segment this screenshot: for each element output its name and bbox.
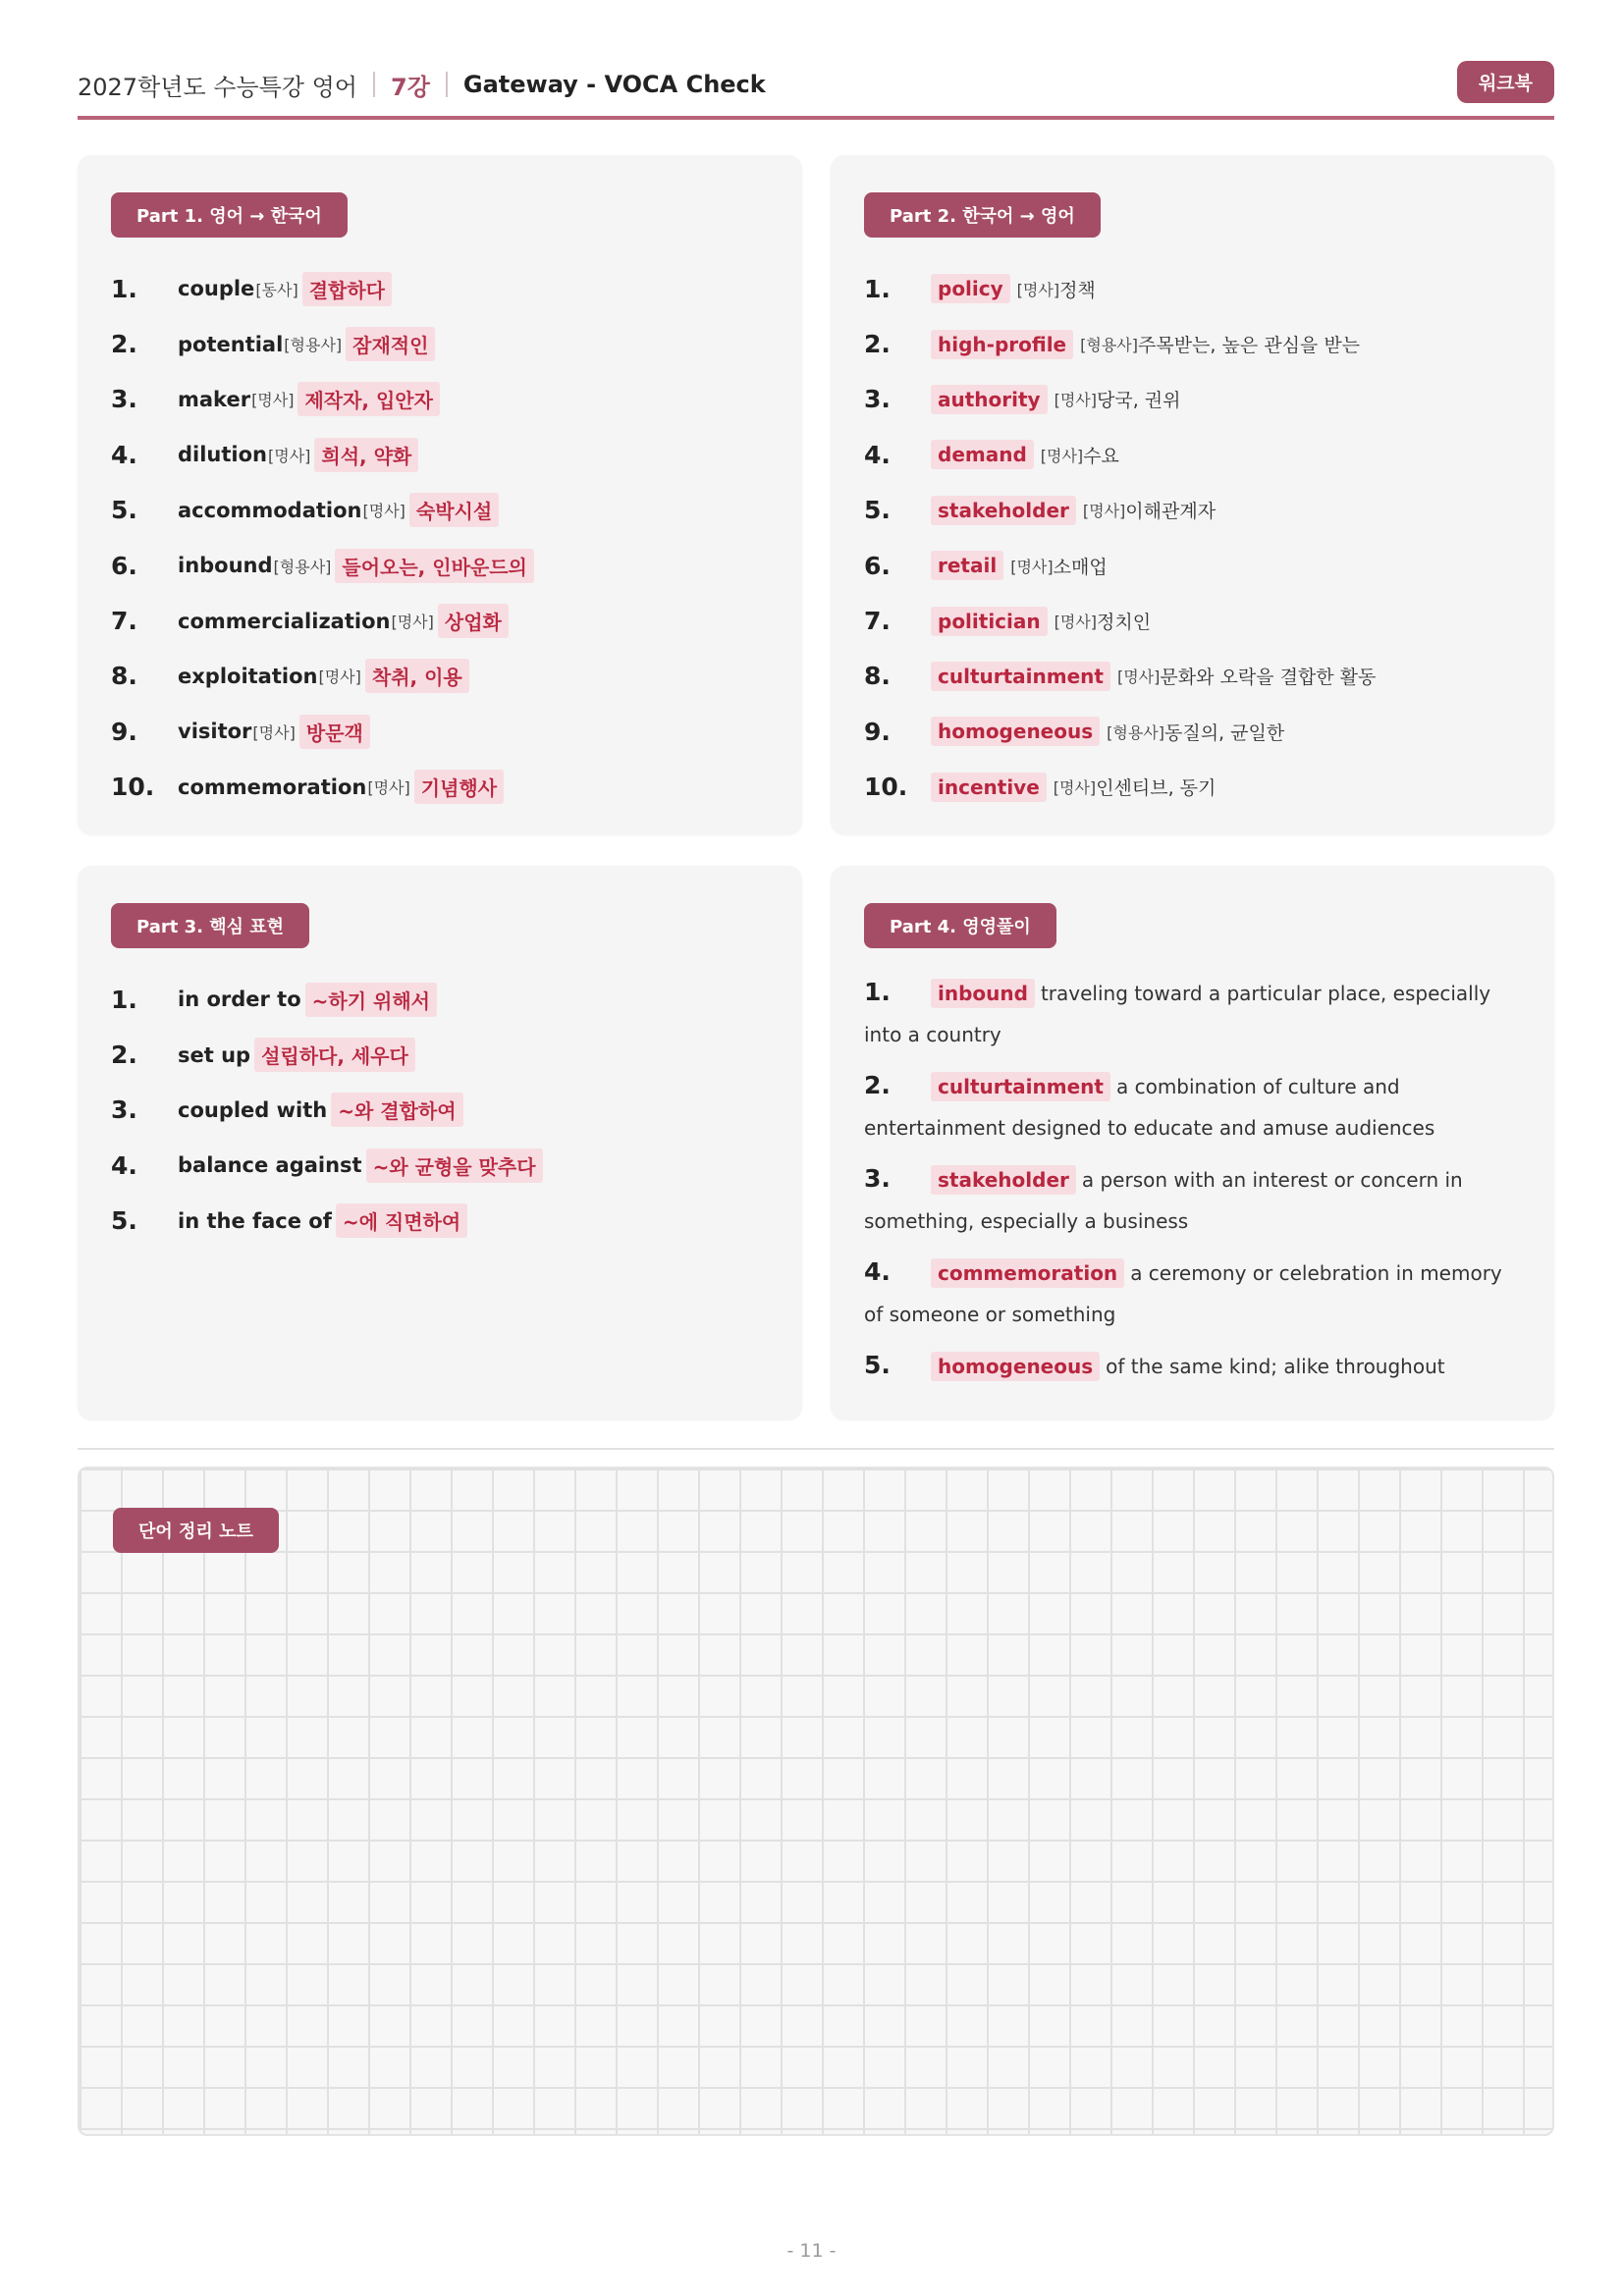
answer-word: stakeholder [931,496,1076,525]
list-item [111,1027,773,1082]
item-number: 1. [864,978,891,1006]
item-number: 4. [864,1257,891,1286]
list-item [111,483,773,538]
header-rule [78,116,1554,120]
lesson-number: 7강 [391,73,430,101]
answer-meaning: 상업화 [438,604,509,638]
korean-meaning: 소매업 [1053,556,1108,578]
answer-word: commemoration [931,1258,1124,1288]
part-of-speech: [형용사] [273,557,332,576]
key-phrase: coupled with [178,1097,328,1122]
answer-meaning: 착취, 이용 [365,659,469,693]
answer-meaning: ~와 균형을 맞추다 [366,1148,543,1183]
page-number: - 11 - [786,2240,837,2262]
list-item [111,538,773,593]
part-of-speech: [명사] [1082,502,1126,521]
item-number: 2. [864,330,891,359]
korean-meaning: 정책 [1059,279,1096,301]
key-phrase: in order to [178,988,301,1012]
item-number: 1. [111,985,137,1014]
answer-word: high-profile [931,330,1073,359]
vocab-word: commemoration [178,774,367,799]
answer-word: stakeholder [931,1165,1076,1195]
part4-list [864,972,1515,1397]
part4-panel [831,866,1554,1419]
part-of-speech: [명사] [1053,778,1097,798]
list-item [111,261,773,316]
item-number: 2. [111,1041,137,1070]
part-of-speech: [명사] [367,778,410,798]
part-of-speech: [명사] [362,502,406,521]
page-header [78,61,1554,108]
english-definition: a ceremony or celebration in memory of someone or something [864,1261,1502,1326]
answer-meaning: 결합하다 [302,272,392,306]
answer-word: culturtainment [931,662,1110,691]
item-number: 6. [111,551,137,580]
item-number: 3. [864,1164,891,1193]
item-number: 5. [111,1206,137,1236]
item-number: 3. [111,385,137,414]
list-item [864,427,1525,482]
part2-list [864,261,1525,815]
answer-meaning: ~와 결합하여 [331,1093,462,1127]
part1-list [111,261,773,815]
answer-meaning: 방문객 [299,715,370,749]
key-phrase: in the face of [178,1208,332,1233]
list-item [864,972,1515,1055]
answer-meaning: 숙박시설 [409,493,499,527]
answer-word: inbound [931,979,1035,1008]
answer-meaning: 제작자, 입안자 [298,382,439,416]
list-item [864,649,1525,704]
list-item [111,372,773,427]
vocab-word: inbound [178,554,273,578]
part-of-speech: [명사] [318,667,361,687]
answer-meaning: 잠재적인 [346,327,435,361]
answer-meaning: 희석, 약화 [314,438,418,472]
vocab-word: exploitation [178,664,318,688]
item-number: 10. [111,773,155,802]
page-title: Gateway - VOCA Check [462,71,766,98]
answer-word: culturtainment [931,1072,1110,1101]
item-number: 8. [864,662,891,691]
answer-meaning: ~에 직면하여 [336,1203,467,1238]
answer-word: homogeneous [931,1352,1100,1381]
item-number: 7. [111,607,137,636]
list-item [111,427,773,482]
header-separator [373,72,375,97]
list-item [864,538,1525,593]
list-item [864,483,1525,538]
list-item [864,1252,1515,1335]
answer-word: incentive [931,773,1047,802]
item-number: 1. [864,274,891,303]
list-item [111,1083,773,1138]
part-of-speech: [명사] [1116,667,1161,687]
item-number: 4. [111,1150,137,1180]
vocab-word: commercialization [178,609,391,633]
item-number: 5. [111,496,137,525]
korean-meaning: 문화와 오락을 결합한 활동 [1160,667,1377,689]
vocab-word: potential [178,332,284,356]
part-of-speech: [명사] [268,446,311,465]
answer-word: homogeneous [931,717,1100,746]
list-item [864,1345,1515,1387]
list-item [864,1065,1515,1148]
korean-meaning: 동질의, 균일한 [1163,721,1285,744]
english-definition: traveling toward a particular place, especially into a country [864,982,1491,1046]
part-of-speech: [형용사] [1107,722,1164,742]
english-definition: a combination of culture and entertainment designed to educate and amuse audiences [864,1075,1435,1140]
answer-word: authority [931,385,1048,414]
item-number: 4. [864,440,891,469]
vocab-word: dilution [178,443,267,467]
part-of-speech: [명사] [251,391,295,410]
item-number: 9. [111,717,137,746]
item-number: 5. [864,496,891,525]
korean-meaning: 정치인 [1097,612,1152,634]
part-of-speech: [형용사] [284,336,343,355]
list-item [864,261,1525,316]
list-item [111,972,773,1027]
item-number: 4. [111,440,137,469]
list-item [111,760,773,815]
vocab-word: couple [178,277,255,301]
english-definition: a person with an interest or concern in something, especially a business [864,1168,1463,1233]
list-item [111,593,773,648]
part4-title: Part 4. 영영풀이 [864,903,1056,948]
list-item [111,1194,773,1249]
part-of-speech: [명사] [1010,557,1054,576]
part3-panel [78,866,802,1419]
list-item [864,704,1525,759]
item-number: 8. [111,662,137,691]
korean-meaning: 수요 [1083,445,1119,467]
part2-panel [831,155,1554,834]
korean-meaning: 주목받는, 높은 관심을 받는 [1137,335,1361,357]
vocab-notes-grid[interactable] [78,1467,1554,2136]
header-separator [446,72,448,97]
part-of-speech: [동사] [255,280,298,299]
part-of-speech: [명사] [1016,280,1060,299]
part-of-speech: [명사] [1054,391,1097,410]
answer-word: demand [931,440,1034,469]
item-number: 1. [111,274,137,303]
list-item [111,1138,773,1193]
part1-panel [78,155,802,834]
list-item [111,649,773,704]
list-item [111,316,773,371]
english-definition: of the same kind; alike throughout [1106,1355,1445,1378]
answer-meaning: 들어오는, 인바운드의 [335,549,533,583]
list-item [111,704,773,759]
series-title: 2027학년도 수능특강 영어 [78,73,357,101]
item-number: 5. [864,1351,891,1379]
answer-meaning: 기념행사 [414,770,504,804]
list-item [864,593,1525,648]
korean-meaning: 인센티브, 동기 [1096,777,1217,800]
list-item [864,760,1525,815]
vocab-word: visitor [178,720,252,744]
part-of-speech: [명사] [252,722,296,742]
notes-title: 단어 정리 노트 [113,1508,279,1553]
workbook-badge: 워크북 [1457,61,1554,103]
answer-word: policy [931,274,1010,303]
korean-meaning: 이해관계자 [1125,501,1217,523]
item-number: 2. [864,1071,891,1099]
vocab-word: maker [178,387,251,411]
part-of-speech: [명사] [1054,613,1098,632]
korean-meaning: 당국, 권위 [1097,390,1181,412]
item-number: 10. [864,773,908,802]
item-number: 3. [111,1095,137,1125]
item-number: 7. [864,607,891,636]
vocab-word: accommodation [178,498,362,522]
answer-word: retail [931,551,1003,580]
list-item [864,316,1525,371]
item-number: 2. [111,330,137,359]
part1-title: Part 1. 영어 → 한국어 [111,192,348,238]
key-phrase: set up [178,1042,251,1067]
item-number: 6. [864,551,891,580]
part3-title: Part 3. 핵심 표현 [111,903,309,948]
key-phrase: balance against [178,1153,362,1178]
item-number: 3. [864,385,891,414]
item-number: 9. [864,717,891,746]
answer-word: politician [931,607,1048,636]
list-item [864,1158,1515,1242]
part-of-speech: [형용사] [1080,336,1138,355]
part2-title: Part 2. 한국어 → 영어 [864,192,1101,238]
part-of-speech: [명사] [1040,446,1084,465]
list-item [864,372,1525,427]
section-divider [78,1448,1554,1450]
answer-meaning: ~하기 위해서 [305,983,437,1017]
part-of-speech: [명사] [391,613,434,632]
part3-list [111,972,773,1249]
answer-meaning: 설립하다, 세우다 [254,1038,415,1072]
